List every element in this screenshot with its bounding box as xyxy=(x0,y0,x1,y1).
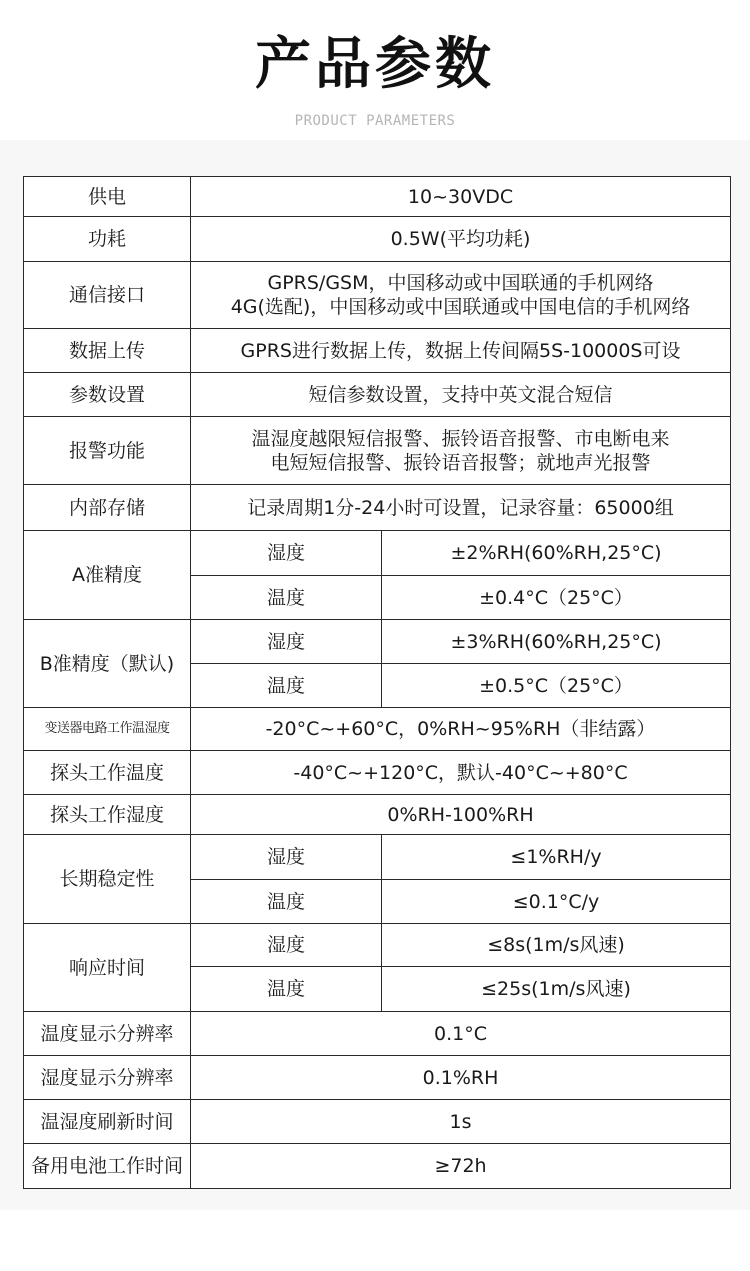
row-label: 备用电池工作时间 xyxy=(24,1144,191,1189)
table-row xyxy=(24,329,731,373)
sub-label: 温度 xyxy=(191,880,382,924)
row-label: A准精度 xyxy=(24,531,191,620)
row-label: 供电 xyxy=(24,177,191,217)
row-label: 数据上传 xyxy=(24,329,191,373)
sub-label: 温度 xyxy=(191,576,382,620)
row-value xyxy=(191,262,731,329)
table-row xyxy=(24,835,731,880)
sub-label: 温度 xyxy=(191,664,382,708)
row-label: 变送器电路工作温湿度 xyxy=(24,708,191,751)
page-subtitle: PRODUCT PARAMETERS xyxy=(294,113,456,129)
row-value: 1s xyxy=(191,1100,731,1144)
table-row xyxy=(24,751,731,795)
table-row xyxy=(24,795,731,835)
row-label: 温湿度刷新时间 xyxy=(24,1100,191,1144)
table-row xyxy=(24,531,731,576)
table-row xyxy=(24,1056,731,1100)
row-value xyxy=(191,417,731,485)
sub-value: ±0.4°C（25°C） xyxy=(382,576,731,620)
row-label: B准精度（默认) xyxy=(24,620,191,708)
row-value: 0.1%RH xyxy=(191,1056,731,1100)
table-row xyxy=(24,373,731,417)
parameters-table xyxy=(23,176,731,1189)
row-label: 参数设置 xyxy=(24,373,191,417)
row-label: 报警功能 xyxy=(24,417,191,485)
row-label: 长期稳定性 xyxy=(24,835,191,924)
value-line: 温湿度越限短信报警、振铃语音报警、市电断电来 xyxy=(251,427,670,450)
sub-value: ±3%RH(60%RH,25°C) xyxy=(382,620,731,664)
sub-label: 温度 xyxy=(191,967,382,1012)
row-value: -20°C~+60°C，0%RH~95%RH（非结露） xyxy=(191,708,731,751)
sub-value: ≤25s(1m/s风速) xyxy=(382,967,731,1012)
sub-value: ±0.5°C（25°C） xyxy=(382,664,731,708)
row-label: 功耗 xyxy=(24,217,191,262)
row-label: 温度显示分辨率 xyxy=(24,1012,191,1056)
sub-label: 湿度 xyxy=(191,835,382,880)
table-row xyxy=(24,708,731,751)
row-label: 内部存储 xyxy=(24,485,191,531)
table-row xyxy=(24,924,731,967)
sub-value: ≤8s(1m/s风速) xyxy=(382,924,731,967)
row-value: 10~30VDC xyxy=(191,177,731,217)
row-value: -40°C~+120°C，默认-40°C~+80°C xyxy=(191,751,731,795)
table-row xyxy=(24,1012,731,1056)
row-label: 探头工作温度 xyxy=(24,751,191,795)
table-row xyxy=(24,262,731,329)
value-line: 4G(选配)，中国移动或中国联通或中国电信的手机网络 xyxy=(230,296,691,318)
table-row xyxy=(24,1144,731,1189)
sub-value: ≤0.1°C/y xyxy=(382,880,731,924)
row-label: 通信接口 xyxy=(24,262,191,329)
sub-value: ≤1%RH/y xyxy=(382,835,731,880)
table-row xyxy=(24,485,731,531)
row-label: 探头工作湿度 xyxy=(24,795,191,835)
row-label: 湿度显示分辨率 xyxy=(24,1056,191,1100)
sub-label: 湿度 xyxy=(191,924,382,967)
table-row xyxy=(24,217,731,262)
row-value: 0.1°C xyxy=(191,1012,731,1056)
row-value: 记录周期1分-24小时可设置，记录容量：65000组 xyxy=(191,485,731,531)
table-row xyxy=(24,1100,731,1144)
table-row xyxy=(24,177,731,217)
value-line: 电短短信报警、振铃语音报警；就地声光报警 xyxy=(270,451,651,474)
sub-value: ±2%RH(60%RH,25°C) xyxy=(382,531,731,576)
row-value: 短信参数设置，支持中英文混合短信 xyxy=(191,373,731,417)
table-row xyxy=(24,620,731,664)
sub-label: 湿度 xyxy=(191,620,382,664)
row-value: GPRS进行数据上传，数据上传间隔5S-10000S可设 xyxy=(191,329,731,373)
table-row xyxy=(24,417,731,485)
row-label: 响应时间 xyxy=(24,924,191,1012)
page-title: 产品参数 xyxy=(255,32,495,97)
value-line: GPRS/GSM，中国移动或中国联通的手机网络 xyxy=(267,272,654,294)
row-value: 0%RH-100%RH xyxy=(191,795,731,835)
sub-label: 湿度 xyxy=(191,531,382,576)
row-value: ≥72h xyxy=(191,1144,731,1189)
row-value: 0.5W(平均功耗) xyxy=(191,217,731,262)
